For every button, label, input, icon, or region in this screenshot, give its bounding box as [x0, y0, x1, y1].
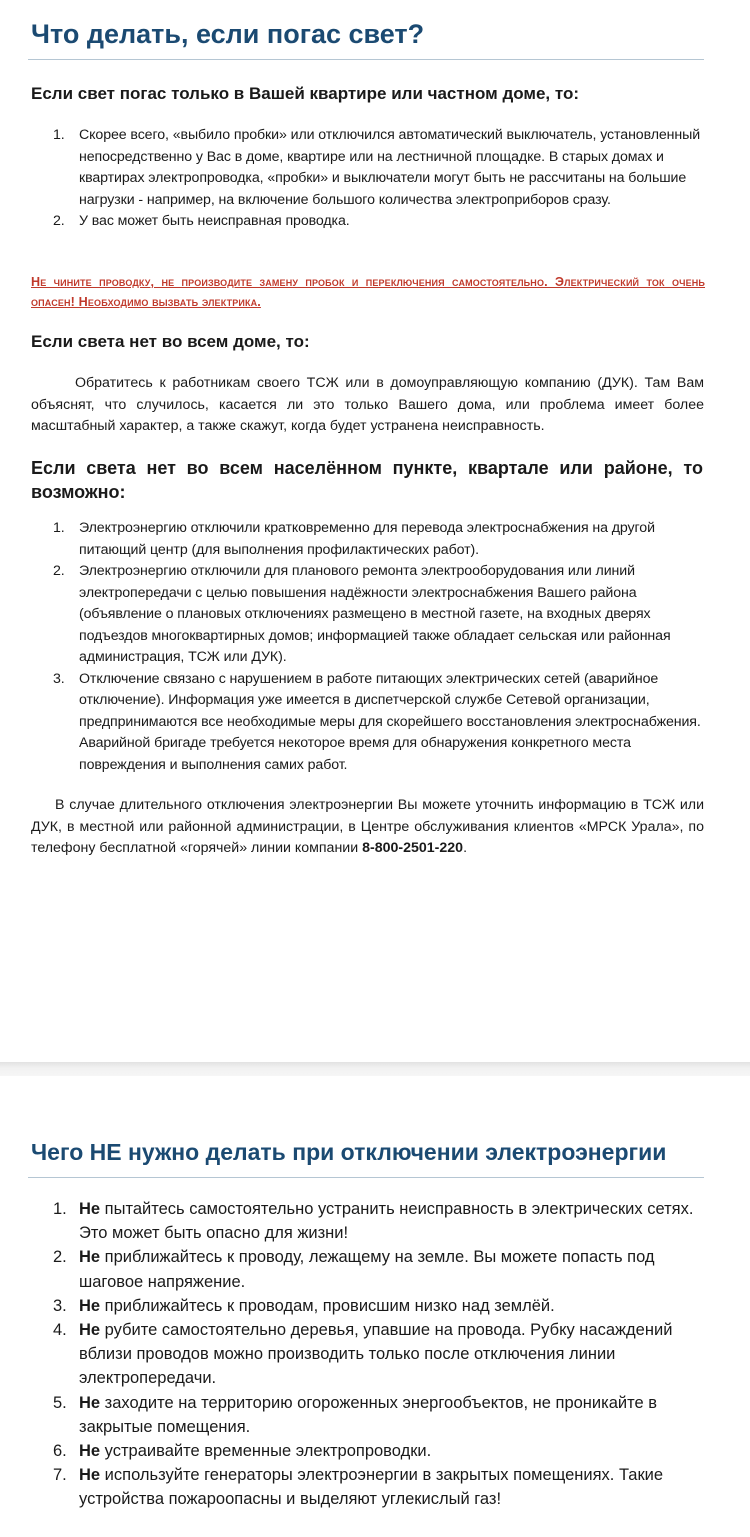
list-item [53, 669, 713, 777]
list-item-text: Отключение связано с нарушением в работе питающих электрических сетей (аварийное отключение). Информация уже имеется в диспетчерской службе Сетевой организации, предпринимаются все необходимые меры для скорейшего восстановления электроснабжения. Аварийной бригаде требуется некоторое время для обнаружения конкретного места повреждения и выполнения самих работ. [79, 670, 701, 773]
list-item-text: рубите самостоятельно деревья, упавшие на провода. Рубку насаждений вблизи проводов можно производить только после отключения линии электропередачи. [79, 1321, 673, 1388]
closing-paragraph [31, 795, 704, 860]
list-item [53, 518, 713, 561]
document-page-2 [0, 1076, 750, 1537]
list-item [53, 1294, 723, 1318]
list-item-text: пытайтесь самостоятельно устранить неисправность в электрических сетях. Это может быть опасно для жизни! [79, 1200, 694, 1243]
title-divider [28, 1177, 704, 1178]
list-item-emphasis: Не [79, 1442, 101, 1461]
list-number: 2. [53, 1248, 67, 1267]
list-number: 2. [53, 213, 65, 229]
list-item-emphasis: Не [79, 1296, 101, 1315]
list-item-text: приближайтесь к проводу, лежащему на земле. Вы можете попасть под шаговое напряжение. [79, 1248, 655, 1291]
list-number: 5. [53, 1393, 67, 1412]
section-title: Чего НЕ нужно делать при отключении электроэнергии [31, 1139, 667, 1165]
list-item [53, 125, 713, 211]
list-item [53, 211, 713, 233]
title-divider [28, 59, 704, 60]
safety-warning: Не чините проводку, не производите замену пробок и переключения самостоятельно. Электрический ток очень опасен! Необходимо вызвать электрика. [31, 275, 705, 309]
list-item [53, 1197, 723, 1245]
list-item [53, 1391, 723, 1439]
prohibitions-list [53, 1197, 723, 1512]
list-item-text: приближайтесь к проводам, провисшим низко над землёй. [100, 1296, 555, 1315]
heading-district: Если света нет во всем населённом пункте, квартале или районе, то возможно: [31, 458, 703, 502]
list-number: 7. [53, 1466, 67, 1485]
house-paragraph: Обратитесь к работникам своего ТСЖ или в домоуправляющую компанию (ДУК). Там Вам объяснят, что случилось, касается ли это только Вашего дома, или проблема имеет более масштабный характер, а также скажут, когда будет устранена неисправность. [31, 375, 704, 434]
list-number: 1. [53, 127, 65, 143]
list-item-emphasis: Не [79, 1200, 101, 1218]
list-item-text: У вас может быть неисправная проводка. [79, 213, 350, 229]
list-number: 2. [53, 563, 65, 579]
list-item-emphasis: Не [79, 1466, 101, 1485]
list-item [53, 1245, 723, 1293]
list-item [53, 1439, 723, 1463]
list-number: 1. [53, 1200, 67, 1218]
list-item-text: устраивайте временные электропроводки. [100, 1442, 432, 1461]
list-item-text: Электроэнергию отключили для планового ремонта электрооборудования или линий электропередачи с целью повышения надёжности электроснабжения Вашего района (объявление о плановых отключениях размещено в местной газете, на входных дверях подъездов многоквартирных домов; информацией также обладает сельская или районная администрация, ТСЖ или ДУК). [79, 563, 671, 665]
district-causes-list [53, 518, 713, 776]
page-separator [0, 1062, 750, 1076]
list-number: 4. [53, 1321, 67, 1340]
hotline-phone: 8-800-2501-220 [362, 840, 464, 856]
list-number: 3. [53, 670, 65, 687]
list-item-emphasis: Не [79, 1248, 101, 1267]
apartment-causes-list [53, 125, 713, 233]
heading-house: Если света нет во всем доме, то: [31, 332, 310, 351]
list-item-text: Скорее всего, «выбило пробки» или отключился автоматический выключатель, установленный непосредственно у Вас в доме, квартире или на лестничной площадке. В старых домах и квартирах электропроводка, «пробки» и выключатели могут быть не рассчитаны на большие нагрузки - например, на включение большого количества электроприборов сразу. [79, 127, 701, 208]
list-item-text: Электроэнергию отключили кратковременно для перевода электроснабжения на другой питающий центр (для выполнения профилактических работ). [79, 520, 655, 558]
heading-apartment: Если свет погас только в Вашей квартире или частном доме, то: [31, 84, 580, 103]
list-item [53, 1318, 723, 1391]
closing-text: В случае длительного отключения электроэнергии Вы можете уточнить информацию в ТСЖ или ДУК, в местной или районной администрации, в Центре обслуживания клиентов «МРСК Урала», по телефону бесплатной «горячей» линии компании [31, 797, 704, 856]
list-item-emphasis: Не [79, 1321, 101, 1340]
list-item-text: используйте генераторы электроэнергии в закрытых помещениях. Такие устройства пожароопасны и выделяют углекислый газ! [79, 1466, 664, 1509]
list-number: 3. [53, 1296, 67, 1315]
list-number: 1. [53, 520, 65, 536]
list-item [53, 1463, 723, 1511]
page-title: Что делать, если погас свет? [31, 19, 425, 49]
list-item-emphasis: Не [79, 1393, 101, 1412]
closing-period: . [463, 840, 468, 856]
list-item-text: заходите на территорию огороженных энергообъектов, не проникайте в закрытые помещения. [79, 1393, 658, 1436]
list-number: 6. [53, 1442, 67, 1461]
list-item [53, 561, 713, 669]
